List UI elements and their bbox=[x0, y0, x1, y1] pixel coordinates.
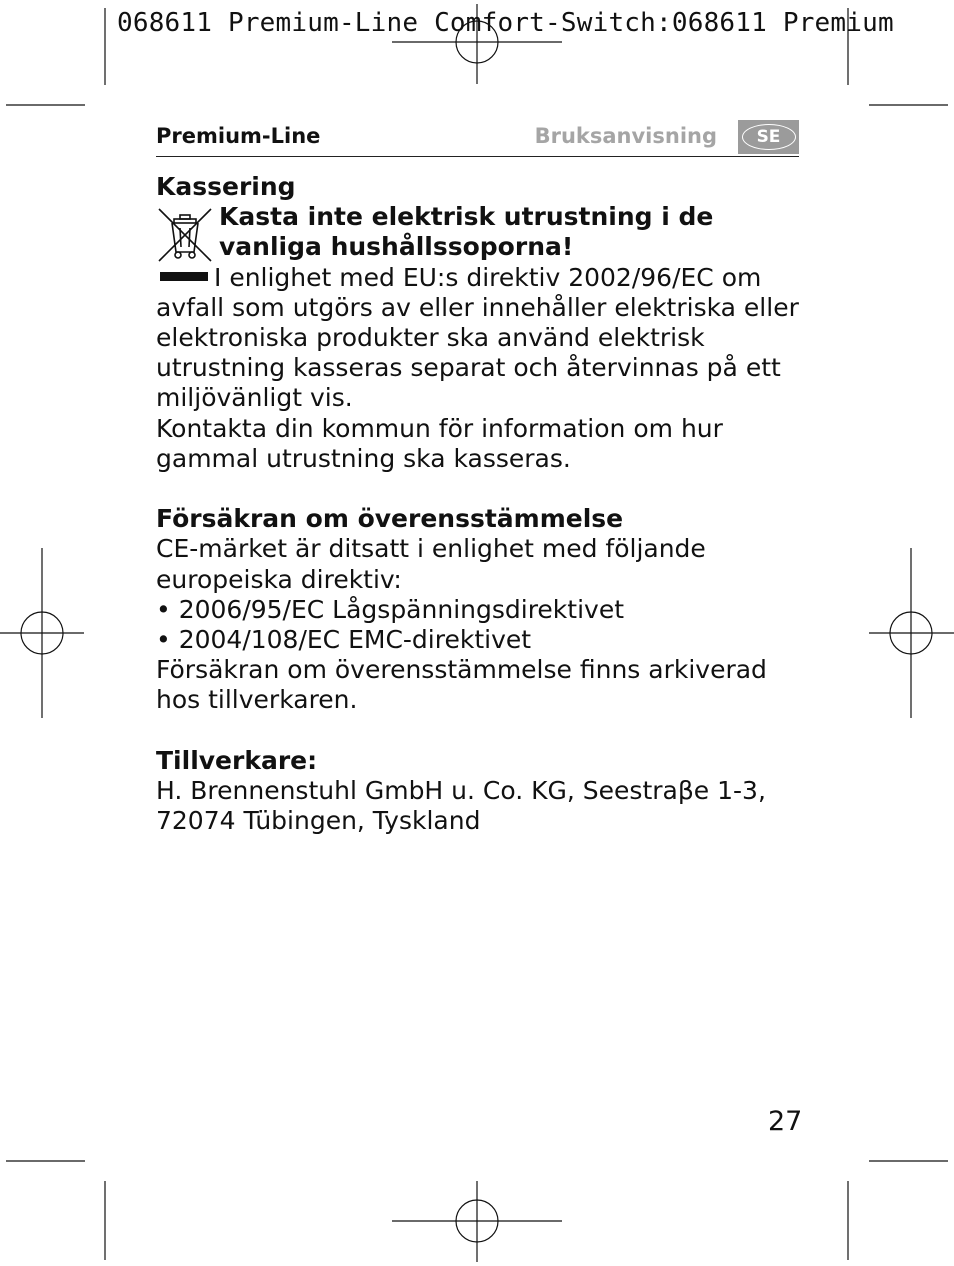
print-slug: 068611 Premium-Line Comfort-Switch:068611 Premium bbox=[117, 8, 894, 38]
product-line-label: Premium-Line bbox=[156, 124, 321, 148]
language-badge bbox=[738, 120, 799, 154]
disposal-warning bbox=[156, 202, 806, 262]
page-content bbox=[156, 172, 806, 836]
language-code: SE bbox=[742, 124, 796, 150]
crossed-out-bin-icon bbox=[156, 206, 214, 264]
directive-item: • 2006/95/EC Lågspänningsdirektivet bbox=[156, 594, 625, 624]
directive-item: • 2004/108/EC EMC-direktivet bbox=[156, 625, 532, 655]
manufacturer-address-line2: 72074 Tübingen, Tyskland bbox=[156, 806, 481, 836]
disposal-heading: Kassering bbox=[156, 172, 296, 201]
conformity-intro: CE-märket är ditsatt i enlighet med följande europeiska direktiv: bbox=[156, 534, 706, 594]
running-header bbox=[156, 120, 799, 157]
conformity-outro: Försäkran om överensstämmelse finns arkiverad hos tillverkaren. bbox=[156, 655, 767, 715]
disposal-directive-text: I enlighet med EU:s direktiv 2002/96/EC om avfall som utgörs av eller innehåller elektriska eller elektroniska produkter ska använd elektrisk utrustning kasseras separat och återvinnas på ett miljövänligt vis. bbox=[156, 262, 799, 413]
conformity-heading: Försäkran om överensstämmelse bbox=[156, 504, 624, 534]
page-number: 27 bbox=[768, 1106, 803, 1137]
disposal-warning-text: Kasta inte elektrisk utrustning i de vanliga hushållssoporna! bbox=[219, 202, 714, 262]
black-bar-icon bbox=[160, 272, 208, 281]
disposal-contact-text: Kontakta din kommun för information om hur gammal utrustning ska kasseras. bbox=[156, 413, 723, 473]
manufacturer-heading: Tillverkare: bbox=[156, 745, 318, 775]
manual-label: Bruksanvisning bbox=[534, 124, 717, 148]
manufacturer-address-line1: H. Brennenstuhl GmbH u. Co. KG, Seestraβe 1-3, bbox=[156, 776, 766, 806]
disposal-text bbox=[156, 263, 806, 414]
